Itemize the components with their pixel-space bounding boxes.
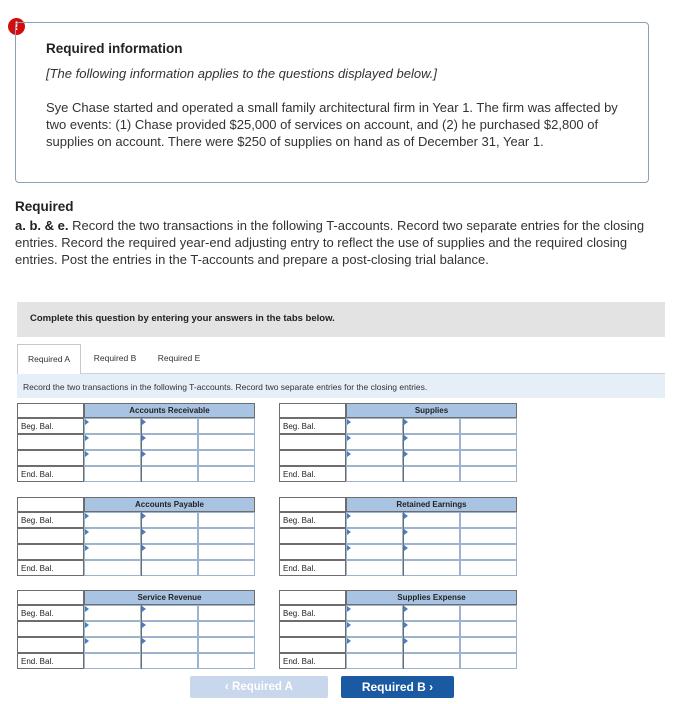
info-box <box>15 22 649 183</box>
credit-input[interactable] <box>141 560 198 576</box>
credit-input[interactable] <box>403 434 460 450</box>
balance-input[interactable] <box>460 418 517 434</box>
end-bal-label-cell <box>17 560 84 576</box>
t-divider <box>403 418 404 482</box>
account-title-5: Supplies Expense <box>346 590 517 605</box>
balance-input[interactable] <box>198 653 255 669</box>
t-divider <box>403 605 404 669</box>
credit-input[interactable] <box>141 621 198 637</box>
balance-input[interactable] <box>198 621 255 637</box>
credit-input[interactable] <box>141 528 198 544</box>
input-marker-icon <box>142 529 146 535</box>
debit-input[interactable] <box>346 450 403 466</box>
end-bal-label: End. Bal. <box>21 564 54 573</box>
credit-input[interactable] <box>141 637 198 653</box>
prev-button[interactable]: ‹ Required A <box>190 676 328 698</box>
input-marker-icon <box>142 606 146 612</box>
balance-input[interactable] <box>198 560 255 576</box>
balance-input[interactable] <box>198 637 255 653</box>
balance-input[interactable] <box>198 544 255 560</box>
input-marker-icon <box>85 419 89 425</box>
required-prefix: a. b. & e. <box>15 218 69 233</box>
row-label-cell <box>17 605 84 621</box>
row-label-cell <box>17 528 84 544</box>
row-label-cell <box>279 621 346 637</box>
balance-input[interactable] <box>198 528 255 544</box>
end-bal-label-cell <box>279 466 346 482</box>
credit-input[interactable] <box>403 512 460 528</box>
debit-input[interactable] <box>84 621 141 637</box>
input-marker-icon <box>85 451 89 457</box>
credit-input[interactable] <box>141 605 198 621</box>
input-marker-icon <box>347 419 351 425</box>
balance-input[interactable] <box>460 544 517 560</box>
input-marker-icon <box>85 606 89 612</box>
debit-input[interactable] <box>346 605 403 621</box>
credit-input[interactable] <box>403 605 460 621</box>
row-label-cell <box>279 434 346 450</box>
beg-bal-label: Beg. Bal. <box>283 516 316 525</box>
input-marker-icon <box>404 622 408 628</box>
tab-instruction-bar <box>17 373 665 398</box>
credit-input[interactable] <box>403 637 460 653</box>
instruction-text: Complete this question by entering your answers in the tabs below. <box>30 313 335 324</box>
debit-input[interactable] <box>84 653 141 669</box>
input-marker-icon <box>142 451 146 457</box>
next-button[interactable]: Required B › <box>341 676 454 698</box>
row-label-cell <box>279 512 346 528</box>
credit-input[interactable] <box>403 560 460 576</box>
debit-input[interactable] <box>84 512 141 528</box>
debit-input[interactable] <box>84 434 141 450</box>
t-divider <box>141 418 142 482</box>
input-marker-icon <box>142 435 146 441</box>
input-marker-icon <box>347 606 351 612</box>
input-marker-icon <box>85 513 89 519</box>
debit-input[interactable] <box>346 512 403 528</box>
row-label-cell <box>17 637 84 653</box>
row-label-cell <box>279 637 346 653</box>
end-bal-label-cell <box>279 653 346 669</box>
debit-input[interactable] <box>84 605 141 621</box>
credit-input[interactable] <box>403 450 460 466</box>
row-label-cell <box>279 418 346 434</box>
credit-input[interactable] <box>141 653 198 669</box>
beg-bal-label: Beg. Bal. <box>21 422 54 431</box>
header-label-cell <box>279 590 346 605</box>
row-label-cell <box>17 418 84 434</box>
credit-input[interactable] <box>141 512 198 528</box>
debit-input[interactable] <box>84 528 141 544</box>
input-marker-icon <box>85 638 89 644</box>
input-marker-icon <box>404 513 408 519</box>
input-marker-icon <box>404 435 408 441</box>
input-marker-icon <box>85 622 89 628</box>
row-label-cell <box>17 434 84 450</box>
header-label-cell <box>17 590 84 605</box>
balance-input[interactable] <box>198 605 255 621</box>
input-marker-icon <box>142 545 146 551</box>
input-marker-icon <box>142 638 146 644</box>
debit-input[interactable] <box>346 653 403 669</box>
debit-input[interactable] <box>346 434 403 450</box>
balance-input[interactable] <box>198 466 255 482</box>
beg-bal-label: Beg. Bal. <box>283 422 316 431</box>
input-marker-icon <box>404 419 408 425</box>
info-subtitle: [The following information applies to the questions displayed below.] <box>46 66 437 81</box>
end-bal-label: End. Bal. <box>283 657 316 666</box>
debit-input[interactable] <box>346 544 403 560</box>
input-marker-icon <box>347 638 351 644</box>
debit-input[interactable] <box>84 560 141 576</box>
balance-input[interactable] <box>460 605 517 621</box>
account-title-2: Accounts Payable <box>84 497 255 512</box>
input-marker-icon <box>142 419 146 425</box>
required-text <box>15 217 665 268</box>
tab-required-a[interactable]: Required A <box>17 344 81 374</box>
tab-instruction-text: Record the two transactions in the following T-accounts. Record two separate entries for the closing entries. <box>23 382 428 392</box>
input-marker-icon <box>404 529 408 535</box>
balance-input[interactable] <box>460 560 517 576</box>
prev-button-label: Required A <box>232 681 293 693</box>
credit-input[interactable] <box>141 434 198 450</box>
input-marker-icon <box>85 529 89 535</box>
end-bal-label: End. Bal. <box>283 470 316 479</box>
debit-input[interactable] <box>84 418 141 434</box>
balance-input[interactable] <box>460 466 517 482</box>
header-label-cell <box>279 403 346 418</box>
row-label-cell <box>17 512 84 528</box>
credit-input[interactable] <box>141 466 198 482</box>
debit-input[interactable] <box>346 621 403 637</box>
balance-input[interactable] <box>460 528 517 544</box>
t-divider <box>403 512 404 576</box>
input-marker-icon <box>347 451 351 457</box>
input-marker-icon <box>85 545 89 551</box>
row-label-cell <box>279 450 346 466</box>
input-marker-icon <box>85 435 89 441</box>
header-label-cell <box>17 403 84 418</box>
account-title-4: Service Revenue <box>84 590 255 605</box>
required-body: Record the two transactions in the following T-accounts. Record two separate entries for the closing entries. Record the required year-end adjusting entry to reflect the use of supplies and the required closing entries. Post the entries in the T-accounts and prepare a post-closing trial balance. <box>15 218 645 267</box>
t-divider <box>141 512 142 576</box>
input-marker-icon <box>142 513 146 519</box>
account-title-1: Supplies <box>346 403 517 418</box>
row-label-cell <box>17 450 84 466</box>
credit-input[interactable] <box>403 544 460 560</box>
input-marker-icon <box>404 638 408 644</box>
info-title: Required information <box>46 41 183 56</box>
credit-input[interactable] <box>403 528 460 544</box>
row-label-cell <box>279 528 346 544</box>
tab-required-b[interactable]: Required B <box>93 353 137 363</box>
input-marker-icon <box>347 529 351 535</box>
balance-input[interactable] <box>460 434 517 450</box>
header-label-cell <box>17 497 84 512</box>
end-bal-label-cell <box>17 653 84 669</box>
input-marker-icon <box>404 451 408 457</box>
header-label-cell <box>279 497 346 512</box>
debit-input[interactable] <box>346 418 403 434</box>
balance-input[interactable] <box>460 637 517 653</box>
balance-input[interactable] <box>460 450 517 466</box>
debit-input[interactable] <box>84 637 141 653</box>
balance-input[interactable] <box>460 653 517 669</box>
balance-input[interactable] <box>198 512 255 528</box>
input-marker-icon <box>404 606 408 612</box>
balance-input[interactable] <box>460 512 517 528</box>
debit-input[interactable] <box>346 560 403 576</box>
account-title-0: Accounts Receivable <box>84 403 255 418</box>
input-marker-icon <box>142 622 146 628</box>
credit-input[interactable] <box>141 544 198 560</box>
instruction-bar <box>17 302 665 337</box>
balance-input[interactable] <box>198 434 255 450</box>
row-label-cell <box>17 621 84 637</box>
end-bal-label: End. Bal. <box>283 564 316 573</box>
input-marker-icon <box>404 545 408 551</box>
credit-input[interactable] <box>403 621 460 637</box>
input-marker-icon <box>347 513 351 519</box>
balance-input[interactable] <box>198 418 255 434</box>
beg-bal-label: Beg. Bal. <box>21 516 54 525</box>
row-label-cell <box>279 605 346 621</box>
tab-required-e[interactable]: Required E <box>157 353 201 363</box>
debit-input[interactable] <box>346 528 403 544</box>
end-bal-label-cell <box>279 560 346 576</box>
balance-input[interactable] <box>198 450 255 466</box>
credit-input[interactable] <box>141 450 198 466</box>
alert-icon: ! <box>8 18 25 35</box>
row-label-cell <box>279 544 346 560</box>
credit-input[interactable] <box>141 418 198 434</box>
input-marker-icon <box>347 622 351 628</box>
debit-input[interactable] <box>346 637 403 653</box>
credit-input[interactable] <box>403 653 460 669</box>
debit-input[interactable] <box>346 466 403 482</box>
debit-input[interactable] <box>84 544 141 560</box>
input-marker-icon <box>347 545 351 551</box>
debit-input[interactable] <box>84 450 141 466</box>
t-divider <box>141 605 142 669</box>
input-marker-icon <box>347 435 351 441</box>
info-body: Sye Chase started and operated a small family architectural firm in Year 1. The firm was affected by two events: (1) Chase provided $25,000 of services on account, and (2) he purchased $2,800 of supplies on account. There were $250 of supplies on hand as of December 31, Year 1. <box>46 100 618 149</box>
beg-bal-label: Beg. Bal. <box>21 609 54 618</box>
balance-input[interactable] <box>460 621 517 637</box>
credit-input[interactable] <box>403 418 460 434</box>
debit-input[interactable] <box>84 466 141 482</box>
next-button-label: Required B <box>361 680 426 694</box>
end-bal-label: End. Bal. <box>21 657 54 666</box>
beg-bal-label: Beg. Bal. <box>283 609 316 618</box>
end-bal-label: End. Bal. <box>21 470 54 479</box>
end-bal-label-cell <box>17 466 84 482</box>
credit-input[interactable] <box>403 466 460 482</box>
account-title-3: Retained Earnings <box>346 497 517 512</box>
required-title: Required <box>15 199 74 214</box>
row-label-cell <box>17 544 84 560</box>
